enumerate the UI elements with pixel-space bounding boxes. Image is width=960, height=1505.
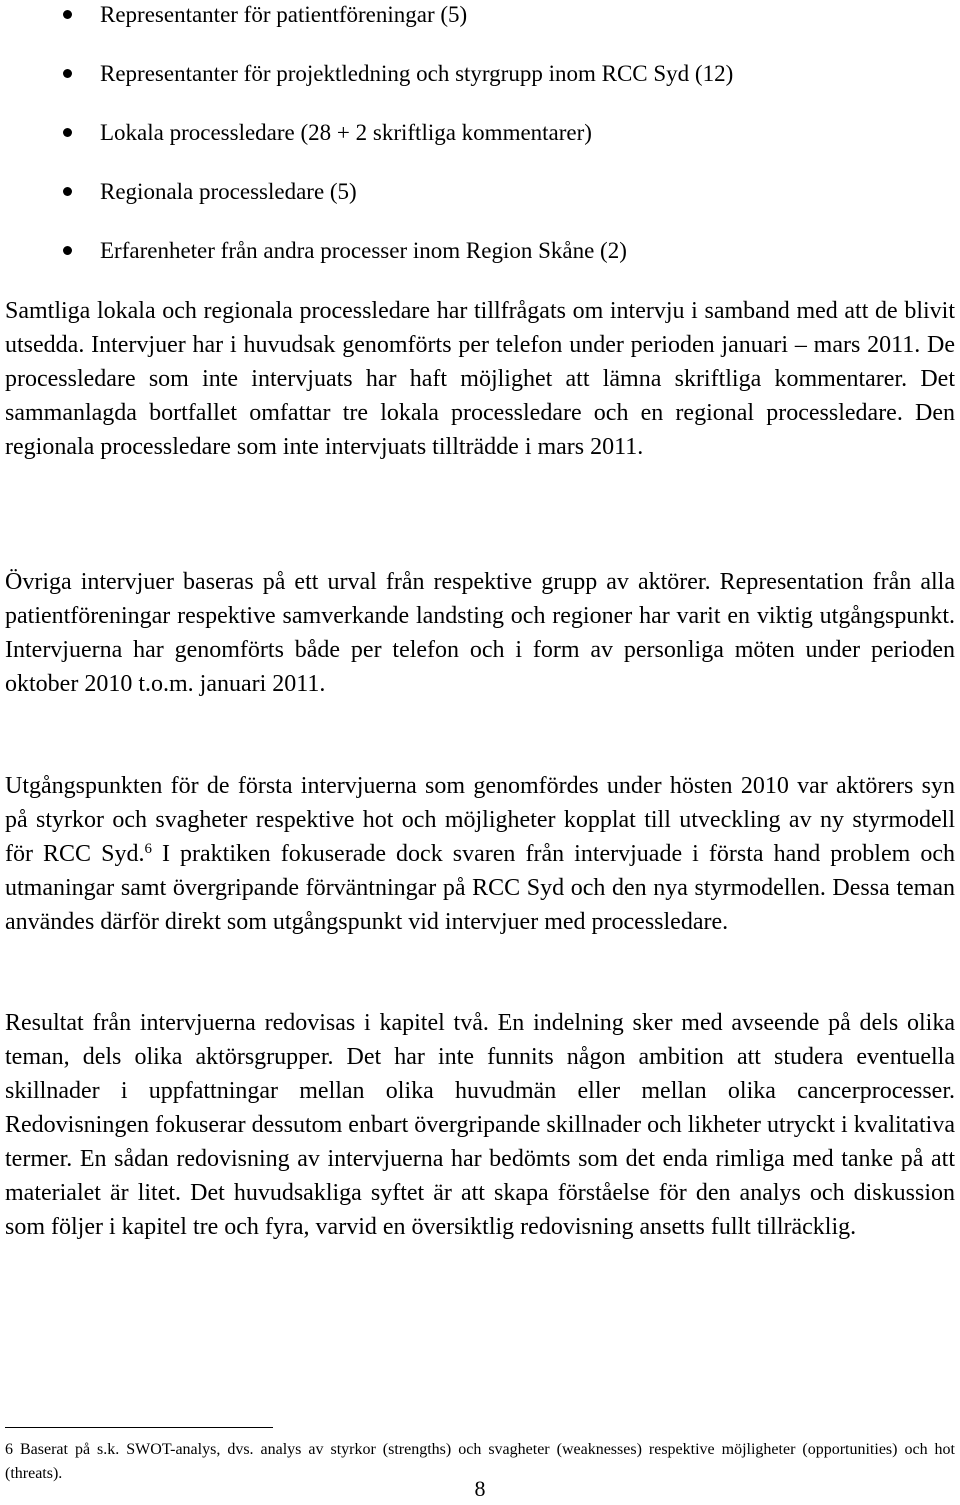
list-item-text: Representanter för patientföreningar (5) [100,2,468,27]
list-item [0,177,960,207]
list-item-text: Erfarenheter från andra processer inom Region Skåne (2) [100,238,627,263]
page-number: 8 [474,1476,486,1501]
list-item-text: Lokala processledare (28 + 2 skriftliga kommentarer) [100,120,592,145]
footnote-text: Baserat på s.k. SWOT-analys, dvs. analys av styrkor (strengths) och svagheter (weaknesses) respektive möjligheter (opportunities) och hot (threats). [5,1441,956,1482]
paragraph-text: I praktiken fokuserade dock svaren från intervjuade i första hand problem och utmaningar samt övergripande förväntningar på RCC Syd och den nya styrmodellen. Dessa teman användes därför direkt som utgångspunkt vid intervjuer med processledare. [5,841,956,935]
bullet-icon [63,187,72,196]
list-item [0,0,960,30]
footnote-reference: 6 [144,840,152,857]
paragraph-results: Resultat från intervjuerna redovisas i kapitel två. En indelning sker med avseende på dels olika teman, dels olika aktörsgrupper. Det har inte funnits någon ambition att studera eventuella skillnader i uppfattningar mellan olika huvudmän eller mellan olika cancerprocesser. Redovisningen fokuserar dessutom enbart övergripande skillnader och likheter utryckt i kvalitativa termer. En sådan redovisning av intervjuerna har bedömts som det enda rimliga med tanke på att materialet är litet. Det huvudsakliga syftet är att skapa förståelse för den analys och diskussion som följer i kapitel tre och fyra, varvid en översiktlig redovisning ansetts fullt tillräcklig. [5,1010,955,1240]
bullet-icon [63,69,72,78]
list-item-text: Representanter för projektledning och styrgrupp inom RCC Syd (12) [100,61,734,86]
paragraph-other-interviews: Övriga intervjuer baseras på ett urval från respektive grupp av aktörer. Representation från alla patientföreningar respektive samverkande landsting och regioner har varit en viktig utgångspunkt. Intervjuerna har genomförts både per telefon och i form av personliga möten under perioden oktober 2010 t.o.m. januari 2011. [5,569,955,697]
list-item [0,236,960,266]
footnote-number: 6 [5,1441,13,1458]
footnote-divider [5,1427,273,1428]
bullet-icon [63,128,72,137]
bullet-icon [63,10,72,19]
bullet-icon [63,246,72,255]
list-item [0,59,960,89]
paragraph-starting-point [5,769,955,939]
list-item-text: Regionala processledare (5) [100,179,357,204]
list-item [0,118,960,148]
paragraph-text: Utgångspunkten för de första intervjuerna som genomfördes under hösten 2010 var aktörers syn på styrkor och svagheter respektive hot och möjligheter kopplat till utveckling av ny styrmodell för RCC Syd. [5,773,955,867]
paragraph-interview-selection: Samtliga lokala och regionala processledare har tillfrågats om intervju i samband med att de blivit utsedda. Intervjuer har i huvudsak genomförts per telefon under perioden januari – mars 2011. De processledare som inte intervjuats har haft möjlighet att lämna skriftliga kommentarer. Det sammanlagda bortfallet omfattar tre lokala processledare och en regional processledare. Den regionala processledare som inte intervjuats tillträdde i mars 2011. [5,298,955,460]
